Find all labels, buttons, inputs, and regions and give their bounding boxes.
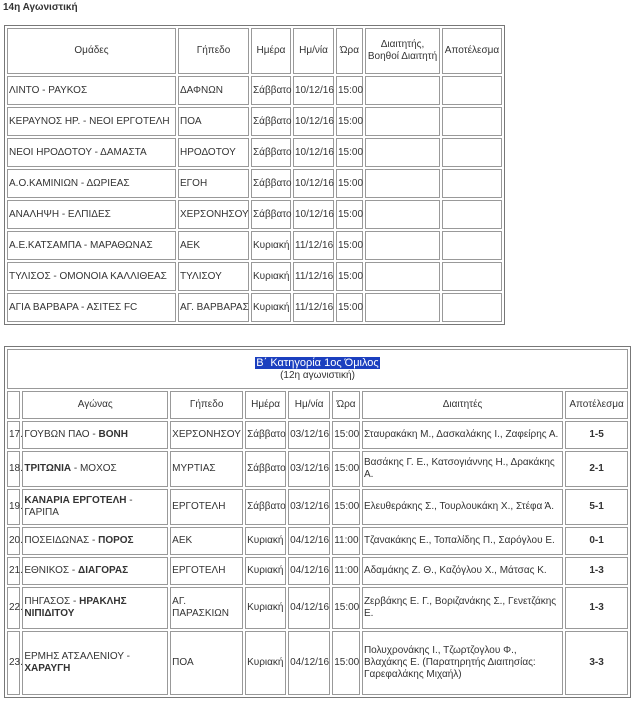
match-cell [22, 451, 168, 487]
venue-cell: ΕΡΓΟΤΕΛΗ [170, 489, 243, 525]
date-cell: 10/12/16 [293, 138, 334, 167]
result-cell [442, 107, 502, 136]
result-cell [442, 76, 502, 105]
time-cell: 15:00 [336, 262, 363, 291]
day-cell: Κυριακή [251, 262, 291, 291]
referees-cell: Τζανακάκης Ε., Τοπαλίδης Π., Σαρόγλου Ε. [362, 527, 563, 555]
col-header-result: Αποτέλεσμα [442, 28, 502, 74]
result-cell [442, 231, 502, 260]
day-cell: Σάββατο [245, 489, 286, 525]
table-row [7, 587, 628, 629]
home-team: ΠΟΣΕΙΔΩΝΑΣ [24, 535, 90, 546]
venue-cell: ΑΓ. ΒΑΡΒΑΡΑΣ [178, 293, 249, 322]
home-team: ΕΡΜΗΣ ΑΤΣΑΛΕΝΙΟΥ [24, 651, 124, 662]
team-separator: - [89, 535, 99, 546]
col-header-venue: Γήπεδο [178, 28, 249, 74]
match-cell: ΑΓΙΑ ΒΑΡΒΑΡΑ - ΑΣΙΤΕΣ FC [7, 293, 176, 322]
time-cell: 11:00 [332, 557, 360, 585]
date-cell: 10/12/16 [293, 107, 334, 136]
day-cell: Σάββατο [251, 76, 291, 105]
col-header-number [7, 391, 20, 419]
round-heading: 14η Αγωνιστική [3, 2, 78, 13]
match-cell: ΛΙΝΤΟ - ΡΑΥΚΟΣ [7, 76, 176, 105]
table-row [7, 200, 502, 229]
referees-cell [365, 169, 440, 198]
table-row [7, 231, 502, 260]
time-cell: 15:00 [332, 451, 360, 487]
table-row [7, 76, 502, 105]
col-header-time: Ώρα [336, 28, 363, 74]
referees-cell: Σταυρακάκη Μ., Δασκαλάκης Ι., Ζαφείρης Α. [362, 421, 563, 449]
referees-cell: Ζερβάκης Ε. Γ., Βοριζανάκης Σ., Γενετζάκης Ε. [362, 587, 563, 629]
date-cell: 10/12/16 [293, 169, 334, 198]
referees-cell: Ελευθεράκης Σ., Τουρλουκάκη Χ., Στέφα Ά. [362, 489, 563, 525]
time-cell: 15:00 [336, 231, 363, 260]
time-cell: 15:00 [336, 76, 363, 105]
fixtures-table-round-14 [4, 25, 505, 325]
table-row [7, 169, 502, 198]
col-header-venue: Γήπεδο [170, 391, 243, 419]
result-cell [442, 138, 502, 167]
referees-cell: Βασάκης Γ. Ε., Κατσογιάννης Η., Δρακάκης Α. [362, 451, 563, 487]
match-cell [22, 631, 168, 695]
time-cell: 15:00 [332, 489, 360, 525]
match-number-cell: 21. [7, 557, 20, 585]
date-cell: 11/12/16 [293, 231, 334, 260]
table-row [7, 527, 628, 555]
date-cell: 10/12/16 [293, 200, 334, 229]
away-team: ΔΙΑΓΟΡΑΣ [78, 565, 129, 576]
table-row [7, 421, 628, 449]
category-title: Β΄ Κατηγορία 1ος Όμιλος [256, 356, 379, 369]
col-header-time: Ώρα [332, 391, 360, 419]
date-cell: 04/12/16 [288, 557, 330, 585]
day-cell: Σάββατο [251, 169, 291, 198]
team-separator: - [70, 596, 80, 607]
match-cell: ΝΕΟΙ ΗΡΟΔΟΤΟΥ - ΔΑΜΑΣΤΑ [7, 138, 176, 167]
result-cell: 1-5 [565, 421, 628, 449]
table-row [7, 451, 628, 487]
result-cell: 0-1 [565, 527, 628, 555]
table-row [7, 138, 502, 167]
time-cell: 15:00 [336, 169, 363, 198]
match-number-cell: 17. [7, 421, 20, 449]
match-number-cell: 23. [7, 631, 20, 695]
time-cell: 15:00 [332, 631, 360, 695]
table-row [7, 107, 502, 136]
referees-cell: Αδαμάκης Ζ. Θ., Καζόγλου Χ., Μάτσας Κ. [362, 557, 563, 585]
table-row [7, 489, 628, 525]
away-team: ΒΟΝΗ [98, 429, 128, 440]
day-cell: Κυριακή [245, 587, 286, 629]
away-team: ΓΑΡΙΠΑ [24, 507, 59, 518]
home-team: ΠΗΓΑΣΟΣ [24, 596, 71, 607]
time-cell: 15:00 [336, 293, 363, 322]
date-cell: 10/12/16 [293, 76, 334, 105]
result-cell: 1-3 [565, 557, 628, 585]
table-row [7, 293, 502, 322]
table-row [7, 557, 628, 585]
result-cell: 3-3 [565, 631, 628, 695]
match-number-cell: 19. [7, 489, 20, 525]
day-cell: Κυριακή [245, 527, 286, 555]
result-cell [442, 169, 502, 198]
referees-cell [365, 138, 440, 167]
day-cell: Σάββατο [245, 451, 286, 487]
match-cell [22, 527, 168, 555]
day-cell: Σάββατο [251, 138, 291, 167]
referees-cell: Πολυχρονάκης Ι., Τζωρτζογλου Φ., Βλαχάκης Ε. (Παρατηρητής Διαιτησίας: Γαρεφαλάκης Μιχαήλ) [362, 631, 563, 695]
col-header-match: Αγώνας [22, 391, 168, 419]
result-cell [442, 200, 502, 229]
venue-cell: ΕΡΓΟΤΕΛΗ [170, 557, 243, 585]
away-team: ΠΟΡΟΣ [98, 535, 134, 546]
date-cell: 03/12/16 [288, 421, 330, 449]
time-cell: 15:00 [336, 200, 363, 229]
table-header-row [7, 28, 502, 74]
venue-cell: ΤΥΛΙΣΟΥ [178, 262, 249, 291]
venue-cell: ΠΟΑ [178, 107, 249, 136]
referees-cell [365, 200, 440, 229]
result-cell [442, 293, 502, 322]
team-separator: - [71, 463, 80, 474]
away-team: ΜΟΧΟΣ [79, 463, 117, 474]
date-cell: 04/12/16 [288, 631, 330, 695]
venue-cell: ΔΑΦΝΩΝ [178, 76, 249, 105]
match-cell [22, 489, 168, 525]
team-separator: - [69, 565, 79, 576]
result-cell: 1-3 [565, 587, 628, 629]
home-team: ΚΑΝΑΡΙΑ ΕΡΓΟΤΕΛΗ [24, 495, 127, 506]
match-number-cell: 22. [7, 587, 20, 629]
team-separator: - [126, 495, 133, 506]
date-cell: 04/12/16 [288, 587, 330, 629]
day-cell: Κυριακή [245, 631, 286, 695]
team-separator: - [89, 429, 99, 440]
fixtures-table-b-division [4, 346, 631, 698]
day-cell: Σάββατο [251, 200, 291, 229]
match-cell [22, 587, 168, 629]
table-header-row [7, 391, 628, 419]
home-team: ΕΘΝΙΚΟΣ [24, 565, 70, 576]
home-team: ΓΟΥΒΩΝ ΠΑΟ [24, 429, 90, 440]
time-cell: 15:00 [336, 107, 363, 136]
venue-cell: ΑΕΚ [178, 231, 249, 260]
match-cell: Α.Ο.ΚΑΜΙΝΙΩΝ - ΔΩΡΙΕΑΣ [7, 169, 176, 198]
day-cell: Κυριακή [251, 231, 291, 260]
time-cell: 11:00 [332, 527, 360, 555]
result-cell: 2-1 [565, 451, 628, 487]
col-header-teams: Ομάδες [7, 28, 176, 74]
home-team: ΤΡΙΤΩΝΙΑ [24, 463, 72, 474]
col-header-date: Ημ/νία [288, 391, 330, 419]
away-team: ΧΑΡΑΥΓΗ [24, 663, 71, 674]
team-separator: - [123, 651, 130, 662]
match-cell: ΤΥΛΙΣΟΣ - ΟΜΟΝΟΙΑ ΚΑΛΛΙΘΕΑΣ [7, 262, 176, 291]
date-cell: 03/12/16 [288, 489, 330, 525]
venue-cell: ΠΟΑ [170, 631, 243, 695]
day-cell: Σάββατο [251, 107, 291, 136]
date-cell: 11/12/16 [293, 293, 334, 322]
col-header-date: Ημ/νία [293, 28, 334, 74]
table-row [7, 631, 628, 695]
venue-cell: ΧΕΡΣΟΝΗΣΟΥ [170, 421, 243, 449]
table-row [7, 262, 502, 291]
col-header-referees: Διαιτητές [362, 391, 563, 419]
round-subtitle: (12η αγωνιστική) [280, 369, 355, 381]
venue-cell: ΕΓΟΗ [178, 169, 249, 198]
match-number-cell: 18. [7, 451, 20, 487]
away-team: ΗΡΑΚΛΗΣ ΝΙΠΙΔΙΤΟΥ [24, 596, 127, 619]
time-cell: 15:00 [332, 587, 360, 629]
referees-cell [365, 76, 440, 105]
match-cell [22, 421, 168, 449]
time-cell: 15:00 [332, 421, 360, 449]
match-number-cell: 20. [7, 527, 20, 555]
col-header-day: Ημέρα [251, 28, 291, 74]
table-title-row [7, 349, 628, 389]
match-cell: ΚΕΡΑΥΝΟΣ ΗΡ. - ΝΕΟΙ ΕΡΓΟΤΕΛΗ [7, 107, 176, 136]
match-cell [22, 557, 168, 585]
result-cell: 5-1 [565, 489, 628, 525]
date-cell: 03/12/16 [288, 451, 330, 487]
venue-cell: ΜΥΡΤΙΑΣ [170, 451, 243, 487]
referees-cell [365, 107, 440, 136]
date-cell: 04/12/16 [288, 527, 330, 555]
time-cell: 15:00 [336, 138, 363, 167]
date-cell: 11/12/16 [293, 262, 334, 291]
col-header-referees: Διαιτητής, Βοηθοί Διαιτητή [365, 28, 440, 74]
venue-cell: ΗΡΟΔΟΤΟΥ [178, 138, 249, 167]
result-cell [442, 262, 502, 291]
referees-cell [365, 262, 440, 291]
referees-cell [365, 293, 440, 322]
col-header-result: Αποτέλεσμα [565, 391, 628, 419]
day-cell: Κυριακή [251, 293, 291, 322]
venue-cell: ΧΕΡΣΟΝΗΣΟΥ [178, 200, 249, 229]
day-cell: Σάββατο [245, 421, 286, 449]
col-header-day: Ημέρα [245, 391, 286, 419]
referees-cell [365, 231, 440, 260]
venue-cell: ΑΓ. ΠΑΡΑΣΚΙΩΝ [170, 587, 243, 629]
venue-cell: ΑΕΚ [170, 527, 243, 555]
day-cell: Κυριακή [245, 557, 286, 585]
match-cell: ΑΝΑΛΗΨΗ - ΕΛΠΙΔΕΣ [7, 200, 176, 229]
match-cell: Α.Ε.ΚΑΤΣΑΜΠΑ - ΜΑΡΑΘΩΝΑΣ [7, 231, 176, 260]
